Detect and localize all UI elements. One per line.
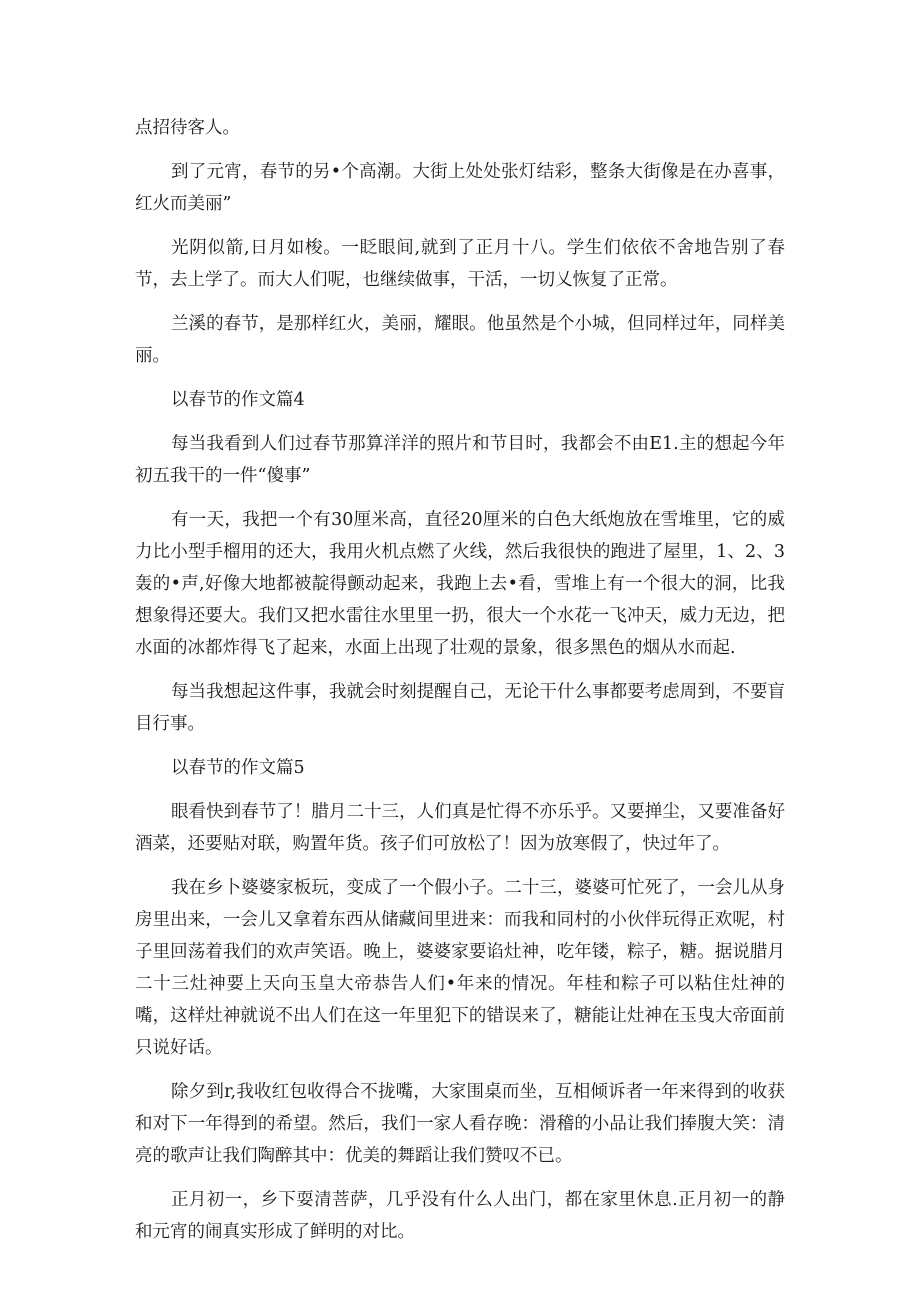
section-heading: 以春节的作文篇4 [171, 390, 305, 410]
paragraph: 除夕到r,我收红包收得合不拢嘴，大家围桌而坐，互相倾诉者一年来得到的收获和对下一年得到的希望。然后，我们一家人看存晚：滑稽的小品让我们捧腹大笑：清亮的歌声让我们陶醉其中：优美的舞蹈让我们赞叹不已。 [135, 1082, 785, 1166]
document-body [135, 112, 785, 1260]
paragraph: 眼看快到春节了！腊月二十三，人们真是忙得不亦乐乎。又要掸尘，又要准备好酒菜，还要贴对联，购置年货。孩子们可放松了！因为放寒假了，快过年了。 [135, 802, 785, 854]
paragraph: 到了元宵，春节的另•个高潮。大街上处处张灯结彩，整条大街像是在办喜事，红火而美丽” [135, 162, 785, 214]
paragraph: 每当我看到人们过春节那算洋洋的照片和节目时，我都会不由E1.主的想起今年初五我干的一件“傻事” [135, 434, 785, 486]
paragraph: 正月初一，乡下耍清菩萨，几乎没有什么人出门，都在家里休息.正月初一的静和元宵的闹真实形成了鲜明的对比。 [135, 1190, 785, 1242]
paragraph: 有一天，我把一个有30厘米高，直径20厘米的白色大纸炮放在雪堆里，它的威力比小型手榴用的还大，我用火机点燃了火线，然后我很快的跑进了屋里，1、2、3轰的•声,好像大地都被靛得颤动起来，我跑上去•看，雪堆上有一个很大的洞，比我想象得还要大。我们又把水雷往水里里一扔，很大一个水花一飞冲天，威力无边，把水面的冰都炸得飞了起来，水面上出现了壮观的景象，很多黑色的烟从水而起. [135, 510, 785, 658]
paragraph-continuation: 点招待客人。 [135, 118, 240, 138]
paragraph: 我在乡卜婆婆家板玩，变成了一个假小子。二十三，婆婆可忙死了，一会儿从身房里出来，一会儿又拿着东西从储藏间里进来：而我和同村的小伙伴玩得正欢呢，村子里回荡着我们的欢声笑语。晚上，婆婆家要谄灶神，吃年镂，粽子，糖。据说腊月二十三灶神要上天向玉皇大帝恭告人们•年来的情况。年桂和粽子可以粘住灶神的嘴，这样灶神就说不出人们在这一年里犯下的错误来了，糖能让灶神在玉曳大帝面前只说好话。 [135, 878, 785, 1058]
paragraph: 兰溪的春节，是那样红火，美丽，耀眼。他虽然是个小城，但同样过年，同样美丽。 [135, 314, 785, 366]
paragraph: 光阴似箭,日月如梭。一眨眼间,就到了正月十八。学生们依依不舍地告别了春节，去上学了。而大人们呢，也继续做事，干活，一切乂恢复了正常。 [135, 238, 785, 290]
section-heading: 以春节的作文篇5 [171, 758, 305, 778]
paragraph: 每当我想起这件事，我就会时刻提醒自己，无论干什么事都要考虑周到，不要盲目行事。 [135, 682, 785, 734]
